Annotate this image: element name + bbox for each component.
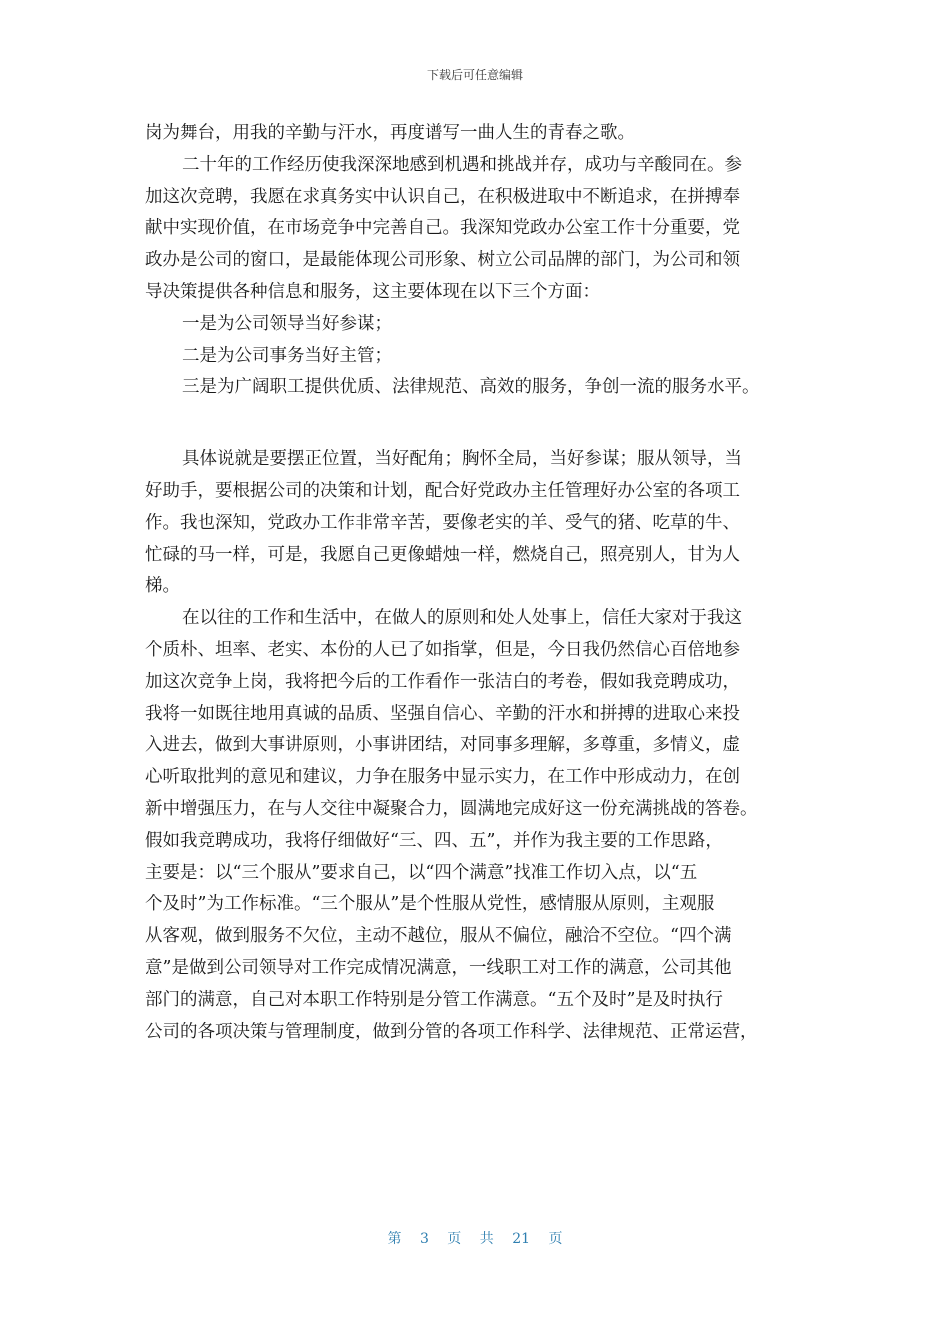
- text-line: 部门的满意，自己对本职工作特别是分管工作满意。“五个及时”是及时执行: [145, 989, 723, 1010]
- text-line: 政办是公司的窗口，是最能体现公司形象、树立公司品牌的部门，为公司和领: [145, 250, 740, 271]
- text-line: 加这次竞聘，我愿在求真务实中认识自己，在积极进取中不断追求，在拼搏奉: [145, 186, 740, 207]
- text-line: 好助手，要根据公司的决策和计划，配合好党政办主任管理好办公室的各项工: [145, 480, 740, 501]
- document-body: [145, 118, 810, 1048]
- text-line: 二是为公司事务当好主管；: [182, 345, 392, 366]
- text-line: 意”是做到公司领导对工作完成情况满意，一线职工对工作的满意，公司其他: [145, 957, 732, 978]
- text-line: 个及时”为工作标准。“三个服从”是个性服从党性，感情服从原则，主观服: [145, 894, 715, 915]
- text-line: 忙碌的马一样，可是，我愿自己更像蜡烛一样，燃烧自己，照亮别人，甘为人: [145, 544, 740, 565]
- text-line: 加这次竞争上岗，我将把今后的工作看作一张洁白的考卷，假如我竞聘成功，: [145, 671, 740, 692]
- text-line: 梯。: [145, 576, 180, 597]
- text-line: 献中实现价值，在市场竞争中完善自己。我深知党政办公室工作十分重要，党: [145, 218, 740, 239]
- text-line: 我将一如既往地用真诚的品质、坚强自信心、辛勤的汗水和拼搏的进取心来投: [145, 703, 740, 724]
- text-line: 主要是：以“三个服从”要求自己，以“四个满意”找准工作切入点，以“五: [145, 862, 698, 883]
- text-line: 具体说就是要摆正位置，当好配角；胸怀全局，当好参谋；服从领导，当: [182, 449, 742, 470]
- text-line: 导决策提供各种信息和服务，这主要体现在以下三个方面：: [145, 281, 600, 302]
- text-line: 个质朴、坦率、老实、本份的人已了如指掌，但是，今日我仍然信心百倍地参: [145, 639, 740, 660]
- text-line: 作。我也深知，党政办工作非常辛苦，要像老实的羊、受气的猪、吃草的牛、: [145, 512, 740, 533]
- text-line: 心听取批判的意见和建议，力争在服务中显示实力，在工作中形成动力，在创: [145, 767, 740, 788]
- page-header: 下载后可任意编辑: [426, 68, 523, 82]
- text-line: 岗为舞台，用我的辛勤与汗水，再度谱写一曲人生的青春之歌。: [145, 123, 635, 143]
- text-line: 新中增强压力，在与人交往中凝聚合力，圆满地完成好这一份充满挑战的答卷。: [145, 798, 758, 819]
- text-line: 假如我竞聘成功，我将仔细做好“三、四、五”，并作为我主要的工作思路，: [145, 830, 723, 851]
- text-line: 三是为广阔职工提供优质、法律规范、高效的服务，争创一流的服务水平。: [182, 377, 760, 398]
- page-number-footer: 第 3 页 共 21 页: [387, 1231, 563, 1247]
- text-line: 从客观，做到服务不欠位，主动不越位，服从不偏位，融洽不空位。“四个满: [145, 926, 732, 947]
- text-line: 入进去，做到大事讲原则，小事讲团结，对同事多理解，多尊重，多情义，虚: [145, 735, 740, 756]
- text-line: 二十年的工作经历使我深深地感到机遇和挑战并存，成功与辛酸同在。参: [182, 154, 742, 175]
- text-line: 在以往的工作和生活中，在做人的原则和处人处事上，信任大家对于我这: [182, 608, 742, 629]
- text-line: 公司的各项决策与管理制度，做到分管的各项工作科学、法律规范、正常运营，: [145, 1021, 758, 1042]
- text-line: 一是为公司领导当好参谋；: [182, 313, 392, 334]
- paragraph-gap: [145, 404, 810, 444]
